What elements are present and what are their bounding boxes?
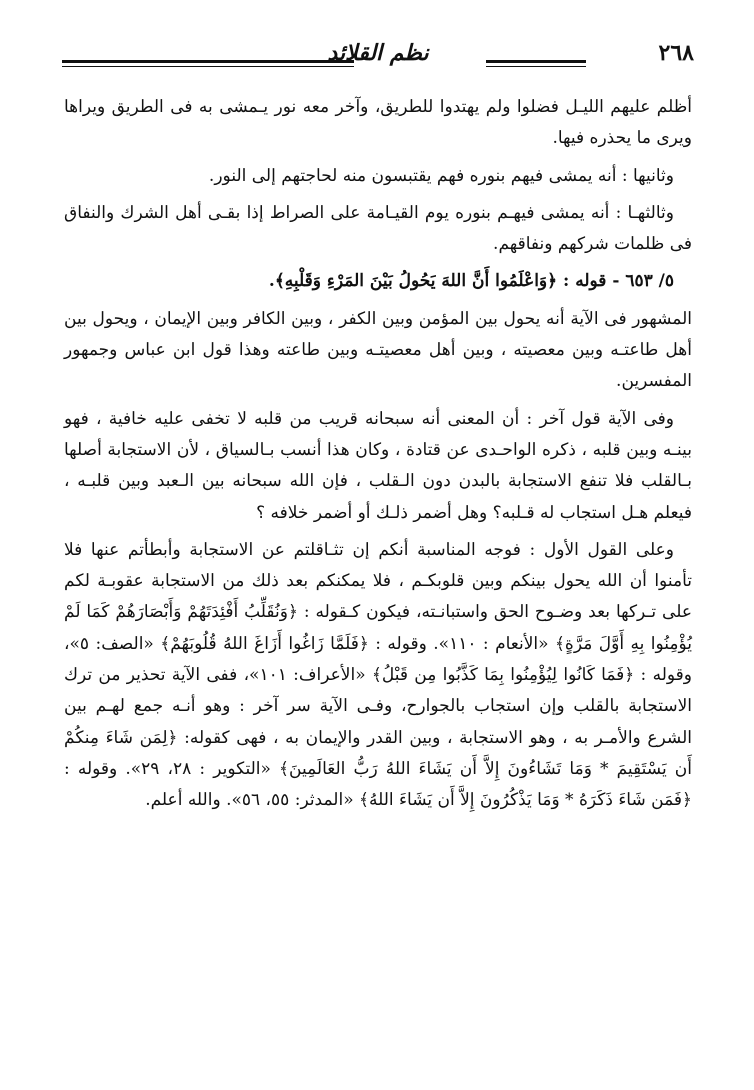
header-rule [486,66,586,67]
header-rule [486,60,586,63]
paragraph: المشهور فى الآية أنه يحول بين المؤمن وبين الكفر ، وبين الكافر وبين الإيمان ، ويحول بين أهل طاعتـه وبين معصيته ، وبين أهل معصيتـه وبين طاعته وهذا قول ابن عباس وجمهور المفسرين. [64,308,692,392]
paragraph: وعلى القول الأول : فوجه المناسبة أنكم إن تثـاقلتم عن الاستجابة وأبطأتم عنها فلا تأمنوا أن الله يحول بينكم وبين قلوبكـم ، فلا يمكنكم بعد ذلك من الاستجابة عقوبـة لكم على تـركها بعد وضـوح الحق واستبانـته، فيكون كـقوله : ﴿وَنُقَلِّبُ أَفْئِدَتَهُمْ وَأَبْصَارَهُمْ كَمَا لَمْ يُؤْمِنُوا بِهِ أَوَّلَ مَرَّةٍ﴾ «الأنعام : ١١٠». وقوله : ﴿فَلَمَّا زَاغُوا أَزَاغَ اللهُ قُلُوبَهُمْ﴾ «الصف: ٥»، وقوله : ﴿فَمَا كَانُوا لِيُؤْمِنُوا بِمَا كَذَّبُوا مِن قَبْلُ﴾ «الأعراف: ١٠١»، ففى الآية تحذير من ترك الاستجابة بالقلب وإن استجاب بالجوارح، وفـى الآية سر آخر : وهو أنـه جمع لهـم بين الشرع والأمـر به ، وهو الاستجابة ، وبين القدر والإيمان به ، فهى كقوله: ﴿لِمَن شَاءَ مِنكُمْ أَن يَسْتَقِيمَ * وَمَا تَشَاءُونَ إِلاَّ أَن يَشَاءَ اللهُ رَبُّ العَالَمِينَ﴾ «التكوير : ٢٨، ٢٩». وقوله : ﴿فَمَن شَاءَ ذَكَرَهُ * وَمَا يَذْكُرُونَ إِلاَّ أَن يَشَاءَ اللهُ﴾ «المدثر: ٥٥، ٥٦». والله أعلم. [64,539,692,811]
running-title: نظم القلائد [327,40,429,66]
header-rule [62,66,354,67]
paragraph: أظلم عليهم الليـل فضلوا ولم يهتدوا للطريق، وآخر معه نور يـمشى به فى الطريق ويراها ويرى ما يحذره فيها. [64,97,692,149]
verse-heading: ٥/ ٦٥٣ - قوله : ﴿وَاعْلَمُوا أَنَّ اللهَ يَحُولُ بَيْنَ المَرْءِ وَقَلْبِهِ﴾. [268,271,674,292]
paragraph: وثالثهـا : أنه يمشى فيهـم بنوره يوم القيـامة على الصراط إذا بقـى أهل الشرك والنفاق فى ظلمات شركهم ونفاقهم. [64,202,692,255]
body-text [64,92,692,823]
paragraph: وثانيها : أنه يمشى فيهم بنوره فهم يقتبسون منه لحاجتهم إلى النور. [208,165,674,186]
header-rule [62,60,354,63]
page-number: ٢٦٨ [658,40,694,66]
paragraph: وفى الآية قول آخر : أن المعنى أنه سبحانه قريب من قلبه لا تخفى عليه خافية ، فهو بينـه وبين قلبه ، ذكره الواحـدى عن قتادة ، وكان هذا أنسب بـالسياق ، لأن الاستجابة أصلها بـالقلب فلا تنفع الاستجابة بالبدن دون الـقلب ، فإن الله سبحانه بين الـعبد وبين قلبـه ، فيعلم هـل استجاب له قـلبه؟ وهل أضمر ذلـك أو أضمر خلافه ؟ [64,408,692,523]
